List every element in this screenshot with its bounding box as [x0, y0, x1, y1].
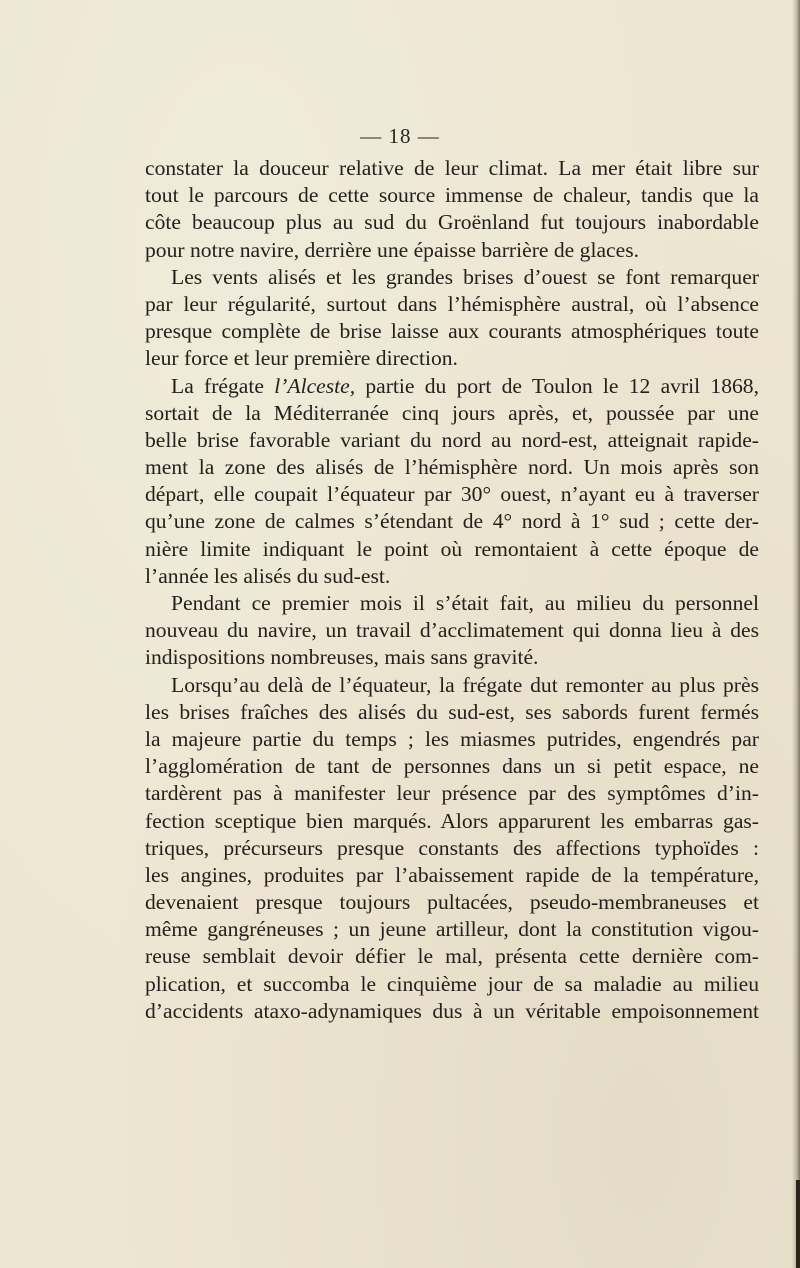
text-line: plication, et succomba le cinquième jour de sa maladie au milieu	[145, 971, 759, 996]
text-line: nouveau du navire, un travail d’acclimatement qui donna lieu à des	[145, 618, 759, 643]
page-edge-shadow	[792, 0, 800, 1268]
text-line: départ, elle coupait l’équateur par 30° ouest, n’ayant eu à traverser	[145, 482, 759, 507]
text-line: Lorsqu’au delà de l’équateur, la frégate dut remonter au plus près	[171, 672, 759, 697]
text-line: qu’une zone de calmes s’étendant de 4° nord à 1° sud ; cette der-	[145, 509, 759, 534]
text-line: pour notre navire, derrière une épaisse barrière de glaces.	[145, 237, 639, 262]
text-line: belle brise favorable variant du nord au nord-est, atteignait rapide-	[145, 427, 759, 452]
text-line: triques, précurseurs presque constants des affections typhoïdes :	[145, 835, 759, 860]
text-line: constater la douceur relative de leur climat. La mer était libre sur	[145, 156, 759, 180]
text-line: Pendant ce premier mois il s’était fait, au milieu du personnel	[171, 591, 759, 615]
text-line: tout le parcours de cette source immense de chaleur, tandis que la	[145, 183, 759, 208]
text-segment: partie du port de Toulon le 12 avril 1868,	[355, 373, 759, 398]
page-number: — 18 —	[360, 124, 440, 148]
text-line: devenaient presque toujours pultacées, pseudo-membraneuses et	[145, 890, 759, 915]
text-line: tardèrent pas à manifester leur présence par des symptômes d’in-	[145, 781, 759, 806]
text-line: par leur régularité, surtout dans l’hémisphère austral, où l’absence	[145, 291, 759, 316]
text-line: l’année les alisés du sud-est.	[145, 563, 391, 588]
text-line: presque complète de brise laisse aux courants atmosphériques toute	[145, 319, 759, 344]
text-line: les angines, produites par l’abaissement rapide de la température,	[145, 862, 759, 887]
text-line: indispositions nombreuses, mais sans gravité.	[145, 645, 539, 670]
page-edge-binding	[796, 1180, 800, 1268]
text-segment: La frégate	[171, 373, 275, 398]
text-line: l’agglomération de tant de personnes dans un si petit espace, ne	[145, 754, 759, 779]
text-line: côte beaucoup plus au sud du Groënland fut toujours inabordable	[145, 210, 759, 235]
text-line: Les vents alisés et les grandes brises d’ouest se font remarquer	[171, 264, 759, 289]
text-line: fection sceptique bien marqués. Alors apparurent les embarras gas-	[145, 808, 759, 833]
text-line: d’accidents ataxo-adynamiques dus à un véritable empoisonnement	[145, 998, 759, 1023]
text-line	[145, 373, 759, 400]
text-line: reuse semblait devoir défier le mal, présenta cette dernière com-	[145, 944, 759, 969]
ship-name-italic: l’Alceste,	[274, 373, 356, 398]
text-line: la majeure partie du temps ; les miasmes putrides, engendrés par	[145, 726, 759, 751]
text-line: sortait de la Méditerranée cinq jours après, et, poussée par une	[145, 400, 759, 425]
text-line: les brises fraîches des alisés du sud-est, ses sabords furent fermés	[145, 699, 759, 724]
text-line: nière limite indiquant le point où remontaient à cette époque de	[145, 536, 759, 561]
text-line: même gangréneuses ; un jeune artilleur, dont la constitution vigou-	[145, 917, 759, 942]
body-text	[145, 155, 759, 1025]
text-line: leur force et leur première direction.	[145, 346, 458, 371]
text-line: ment la zone des alisés de l’hémisphère nord. Un mois après son	[145, 455, 759, 480]
